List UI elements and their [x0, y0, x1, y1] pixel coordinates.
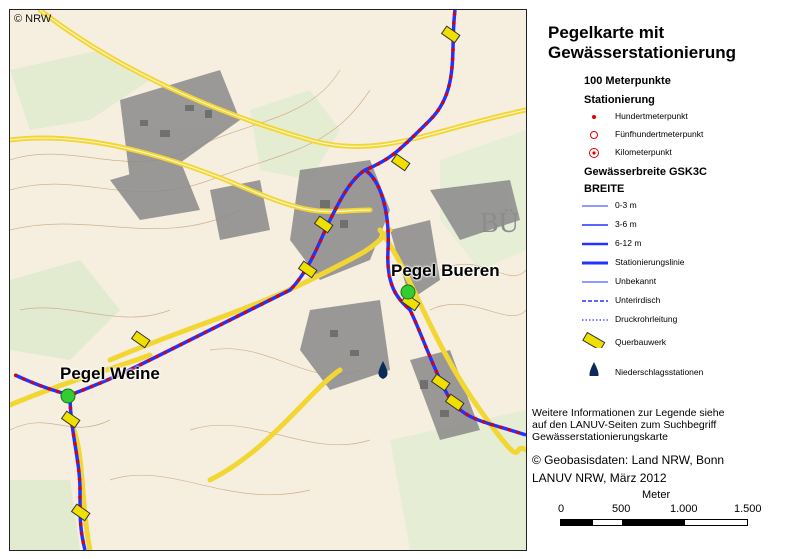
- legend-item-stationing-line: [556, 255, 786, 271]
- hundred-meter-point: [39, 384, 43, 388]
- hundred-meter-point: [311, 255, 315, 259]
- station-line-icon: [556, 255, 612, 271]
- legend-item-width-6-12: [556, 236, 786, 252]
- hundred-meter-point: [73, 442, 77, 446]
- legend-item-hundred: [556, 109, 786, 125]
- unknown-line-icon: [556, 274, 612, 290]
- hundred-meter-point: [179, 343, 183, 347]
- gauge-weine-icon[interactable]: [61, 389, 75, 403]
- hundred-meter-point: [78, 478, 82, 482]
- hollow-circle-icon: [556, 127, 612, 143]
- legend-label: Unbekannt: [615, 276, 657, 286]
- scale-tick: 0: [558, 503, 565, 515]
- hundred-meter-point: [436, 108, 440, 112]
- svg-text:BÜ: BÜ: [480, 208, 519, 239]
- hundred-meter-point: [81, 540, 85, 544]
- hundred-meter-point: [163, 351, 167, 355]
- hundred-meter-point: [490, 423, 494, 427]
- hundred-meter-point: [377, 185, 381, 189]
- hundred-meter-point: [449, 75, 453, 79]
- hundred-meter-point: [338, 199, 342, 203]
- legend-section-breite: BREITE: [584, 183, 625, 195]
- hundred-meter-point: [383, 202, 387, 206]
- hundred-meter-point: [424, 345, 428, 349]
- legend-title-line1: Pegelkarte mit: [548, 23, 665, 42]
- map-copyright: © NRW: [14, 13, 52, 25]
- hundred-meter-point: [386, 229, 390, 233]
- scale-bar: [556, 489, 786, 539]
- hundred-meter-point: [90, 385, 94, 389]
- legend-label: Querbauwerk: [615, 337, 667, 347]
- hundred-meter-point: [435, 370, 439, 374]
- hundred-meter-point: [284, 290, 288, 294]
- hundred-meter-point: [72, 433, 76, 437]
- legend-item-pressure-pipe: [556, 312, 786, 328]
- hundred-meter-point: [228, 319, 232, 323]
- hundred-meter-point: [380, 194, 384, 198]
- hundred-meter-point: [451, 57, 455, 61]
- legend-title: [548, 23, 736, 63]
- hundred-meter-point: [508, 428, 512, 432]
- thick-line-icon: [556, 236, 612, 252]
- hundred-meter-point: [360, 170, 364, 174]
- legend-item-fivehundred: [556, 127, 786, 143]
- hundred-meter-point: [386, 265, 390, 269]
- legend-item-rain-station: [556, 360, 786, 384]
- hundred-meter-point: [171, 347, 175, 351]
- legend-info-text: [532, 407, 724, 443]
- hundred-meter-point: [445, 93, 449, 97]
- hundred-meter-point: [387, 238, 391, 242]
- hundred-meter-point: [297, 278, 301, 282]
- hundred-meter-point: [244, 310, 248, 314]
- legend-label: Niederschlagsstationen: [615, 367, 704, 377]
- legend-section-width: Gewässerbreite GSK3C: [584, 166, 707, 178]
- hundred-meter-point: [212, 327, 216, 331]
- scale-tick: 1.000: [670, 503, 698, 515]
- hundred-meter-point: [76, 460, 80, 464]
- rain-drop-icon: [556, 360, 612, 376]
- weir-icon: [556, 332, 612, 348]
- scale-tick: 500: [612, 503, 631, 515]
- legend-item-unknown: [556, 274, 786, 290]
- hundred-meter-point: [414, 320, 418, 324]
- hundred-meter-point: [451, 48, 455, 52]
- scale-segment: [592, 519, 624, 526]
- hundred-meter-point: [421, 337, 425, 341]
- hundred-meter-point: [268, 298, 272, 302]
- hundred-meter-point: [31, 381, 35, 385]
- target-circle-icon: [556, 145, 612, 161]
- hundred-meter-point: [187, 339, 191, 343]
- hundred-meter-point: [482, 420, 486, 424]
- legend-label: Unterirdisch: [615, 295, 661, 305]
- hundred-meter-point: [376, 162, 380, 166]
- legend-title-line2: Gewässerstationierung: [548, 43, 737, 62]
- hundred-meter-point: [393, 291, 397, 295]
- hundred-meter-point: [204, 331, 208, 335]
- hundred-meter-point: [78, 487, 82, 491]
- hundred-meter-point: [412, 135, 416, 139]
- hundred-meter-point: [431, 362, 435, 366]
- scale-tick: 1.500: [734, 503, 762, 515]
- hundred-meter-point: [372, 178, 376, 182]
- hundred-meter-point: [315, 247, 319, 251]
- hundred-meter-point: [410, 312, 414, 316]
- hundred-meter-point: [431, 115, 435, 119]
- hundred-meter-point: [366, 171, 370, 175]
- legend-panel: [526, 9, 794, 549]
- hundred-meter-point: [450, 66, 454, 70]
- hundred-meter-point: [343, 191, 347, 195]
- scale-segment: [560, 519, 594, 526]
- legend-label: 6-12 m: [615, 238, 642, 248]
- hundred-meter-point: [334, 206, 338, 210]
- hundred-meter-point: [69, 406, 73, 410]
- legend-item-width-0-3: [556, 198, 786, 214]
- info-line-2: auf den LANUV-Seiten zum Suchbegriff: [532, 419, 717, 431]
- hundred-meter-point: [14, 374, 18, 378]
- legend-label: Fünfhundertmeterpunkt: [615, 129, 704, 139]
- scale-segment: [622, 519, 686, 526]
- scale-segment: [684, 519, 748, 526]
- hundred-meter-point: [330, 214, 334, 218]
- hundred-meter-point: [418, 128, 422, 132]
- hundred-meter-point: [196, 335, 200, 339]
- hundred-meter-point: [47, 387, 51, 391]
- legend-item-underground: [556, 293, 786, 309]
- legend-label: Druckrohrleitung: [615, 314, 678, 324]
- hundred-meter-point: [453, 12, 457, 16]
- hundred-meter-point: [405, 141, 409, 145]
- hundred-meter-point: [384, 211, 388, 215]
- hundred-meter-point: [220, 323, 224, 327]
- hundred-meter-point: [78, 496, 82, 500]
- source-lanuv: LANUV NRW, März 2012: [532, 471, 667, 485]
- hundred-meter-point: [260, 302, 264, 306]
- hundred-meter-point: [236, 314, 240, 318]
- legend-item-weir: [556, 332, 786, 352]
- hundred-meter-point: [75, 451, 79, 455]
- hundred-meter-point: [80, 532, 84, 536]
- info-line-1: Weitere Informationen zur Legende siehe: [532, 407, 725, 419]
- thin-line-icon: [556, 198, 612, 214]
- hundred-meter-point: [56, 390, 60, 394]
- legend-label: Hundertmeterpunkt: [615, 111, 688, 121]
- gauge-bueren-icon[interactable]: [401, 285, 415, 299]
- hundred-meter-point: [147, 359, 151, 363]
- pegel-weine-label: Pegel Weine: [60, 364, 160, 383]
- hundred-meter-point: [354, 176, 358, 180]
- hundred-meter-point: [428, 353, 432, 357]
- legend-item-kilometer: [556, 145, 786, 161]
- legend-label: Kilometerpunkt: [615, 147, 672, 157]
- hundred-meter-point: [386, 256, 390, 260]
- hundred-meter-point: [386, 247, 390, 251]
- hundred-meter-point: [79, 523, 83, 527]
- hundred-meter-point: [291, 285, 295, 289]
- map-canvas[interactable]: [9, 9, 527, 551]
- medium-line-icon: [556, 217, 612, 233]
- hundred-meter-point: [386, 220, 390, 224]
- hundred-meter-point: [319, 239, 323, 243]
- hundred-meter-point: [447, 84, 451, 88]
- hundred-meter-point: [441, 101, 445, 105]
- hundred-meter-point: [155, 355, 159, 359]
- hundred-meter-point: [516, 431, 520, 435]
- legend-label: Stationierungslinie: [615, 257, 685, 267]
- hundred-meter-point: [499, 426, 503, 430]
- hundred-meter-point: [22, 377, 26, 381]
- hundred-meter-point: [384, 158, 388, 162]
- hundred-meter-point: [82, 388, 86, 392]
- hundred-meter-point: [348, 183, 352, 187]
- hundred-meter-point: [452, 21, 456, 25]
- hundred-meter-point: [368, 166, 372, 170]
- legend-section-station: Stationierung: [584, 94, 655, 106]
- hundred-meter-point: [425, 122, 429, 126]
- hundred-meter-point: [390, 283, 394, 287]
- pegel-bueren-label: Pegel Bueren: [391, 261, 500, 280]
- legend-label: 3-6 m: [615, 219, 637, 229]
- source-geobasis: © Geobasisdaten: Land NRW, Bonn: [532, 453, 725, 467]
- dashed-line-icon: [556, 293, 612, 309]
- legend-label: 0-3 m: [615, 200, 637, 210]
- hundred-meter-point: [77, 469, 81, 473]
- dotted-line-icon: [556, 312, 612, 328]
- hundred-meter-point: [252, 306, 256, 310]
- hundred-meter-point: [392, 153, 396, 157]
- scale-unit: Meter: [642, 489, 671, 501]
- red-dot-icon: [556, 109, 612, 125]
- hundred-meter-point: [473, 417, 477, 421]
- legend-section-points: 100 Meterpunkte: [584, 75, 671, 87]
- info-line-3: Gewässerstationierungskarte: [532, 431, 668, 443]
- legend-item-width-3-6: [556, 217, 786, 233]
- hundred-meter-point: [276, 294, 280, 298]
- hundred-meter-point: [399, 147, 403, 151]
- hundred-meter-point: [465, 413, 469, 417]
- hundred-meter-point: [417, 328, 421, 332]
